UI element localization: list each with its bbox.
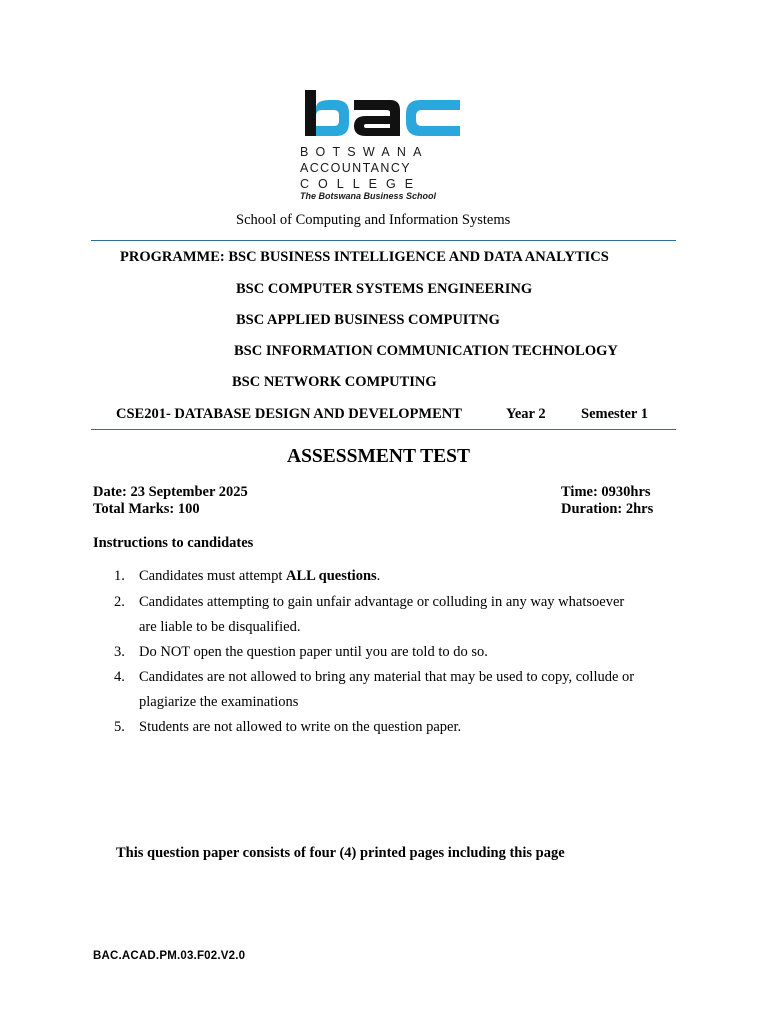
- bottom-divider: [91, 429, 676, 430]
- logo-tagline: The Botswana Business School: [300, 191, 437, 201]
- programme-item: BSC APPLIED BUSINESS COMPUITNG: [236, 312, 500, 328]
- instruction-number: 4.: [114, 669, 125, 685]
- document-code: BAC.ACAD.PM.03.F02.V2.0: [93, 950, 246, 962]
- instruction-number: 1.: [114, 568, 125, 584]
- programme-line-1: [120, 250, 609, 265]
- pages-note: This question paper consists of four (4) printed pages including this page: [116, 845, 565, 861]
- programme-item: BSC COMPUTER SYSTEMS ENGINEERING: [236, 281, 533, 297]
- instruction-emphasis: ALL questions: [286, 568, 377, 584]
- programme-item: BSC NETWORK COMPUTING: [232, 374, 437, 390]
- instruction-item: [139, 569, 380, 584]
- logo-line-college: COLLEGE: [300, 177, 423, 191]
- programme-label: PROGRAMME:: [120, 249, 225, 265]
- bac-wordmark-logo: [296, 86, 466, 146]
- instruction-number: 2.: [114, 594, 125, 610]
- exam-date: Date: 23 September 2025: [93, 484, 248, 500]
- top-divider: [91, 240, 676, 241]
- exam-duration: Duration: 2hrs: [561, 501, 654, 517]
- instruction-item: Candidates attempting to gain unfair advantage or colluding in any way whatsoever: [139, 594, 625, 610]
- instruction-item: Students are not allowed to write on the question paper.: [139, 719, 462, 735]
- programme-item: BSC BUSINESS INTELLIGENCE AND DATA ANALYTICS: [228, 249, 609, 265]
- instruction-text: Candidates must attempt: [139, 568, 286, 584]
- instruction-text: .: [376, 568, 381, 584]
- programme-item: BSC INFORMATION COMMUNICATION TECHNOLOGY: [234, 343, 618, 359]
- page-title: ASSESSMENT TEST: [287, 446, 471, 467]
- exam-time: Time: 0930hrs: [561, 484, 651, 500]
- course-semester: Semester 1: [581, 406, 648, 422]
- instruction-item: Do NOT open the question paper until you are told to do so.: [139, 644, 488, 660]
- instruction-item-continued: are liable to be disqualified.: [139, 619, 301, 635]
- course-code-title: CSE201- DATABASE DESIGN AND DEVELOPMENT: [116, 406, 462, 422]
- instruction-item-continued: plagiarize the examinations: [139, 694, 299, 710]
- instruction-number: 5.: [114, 719, 125, 735]
- instruction-item: Candidates are not allowed to bring any material that may be used to copy, collude or: [139, 669, 635, 685]
- instruction-number: 3.: [114, 644, 125, 660]
- total-marks: Total Marks: 100: [93, 501, 200, 517]
- logo-line-botswana: BOTSWANA: [300, 145, 429, 159]
- instructions-heading: Instructions to candidates: [93, 535, 254, 551]
- school-name: School of Computing and Information Systems: [236, 212, 511, 228]
- course-year: Year 2: [506, 406, 546, 422]
- logo-line-accountancy: ACCOUNTANCY: [300, 161, 412, 175]
